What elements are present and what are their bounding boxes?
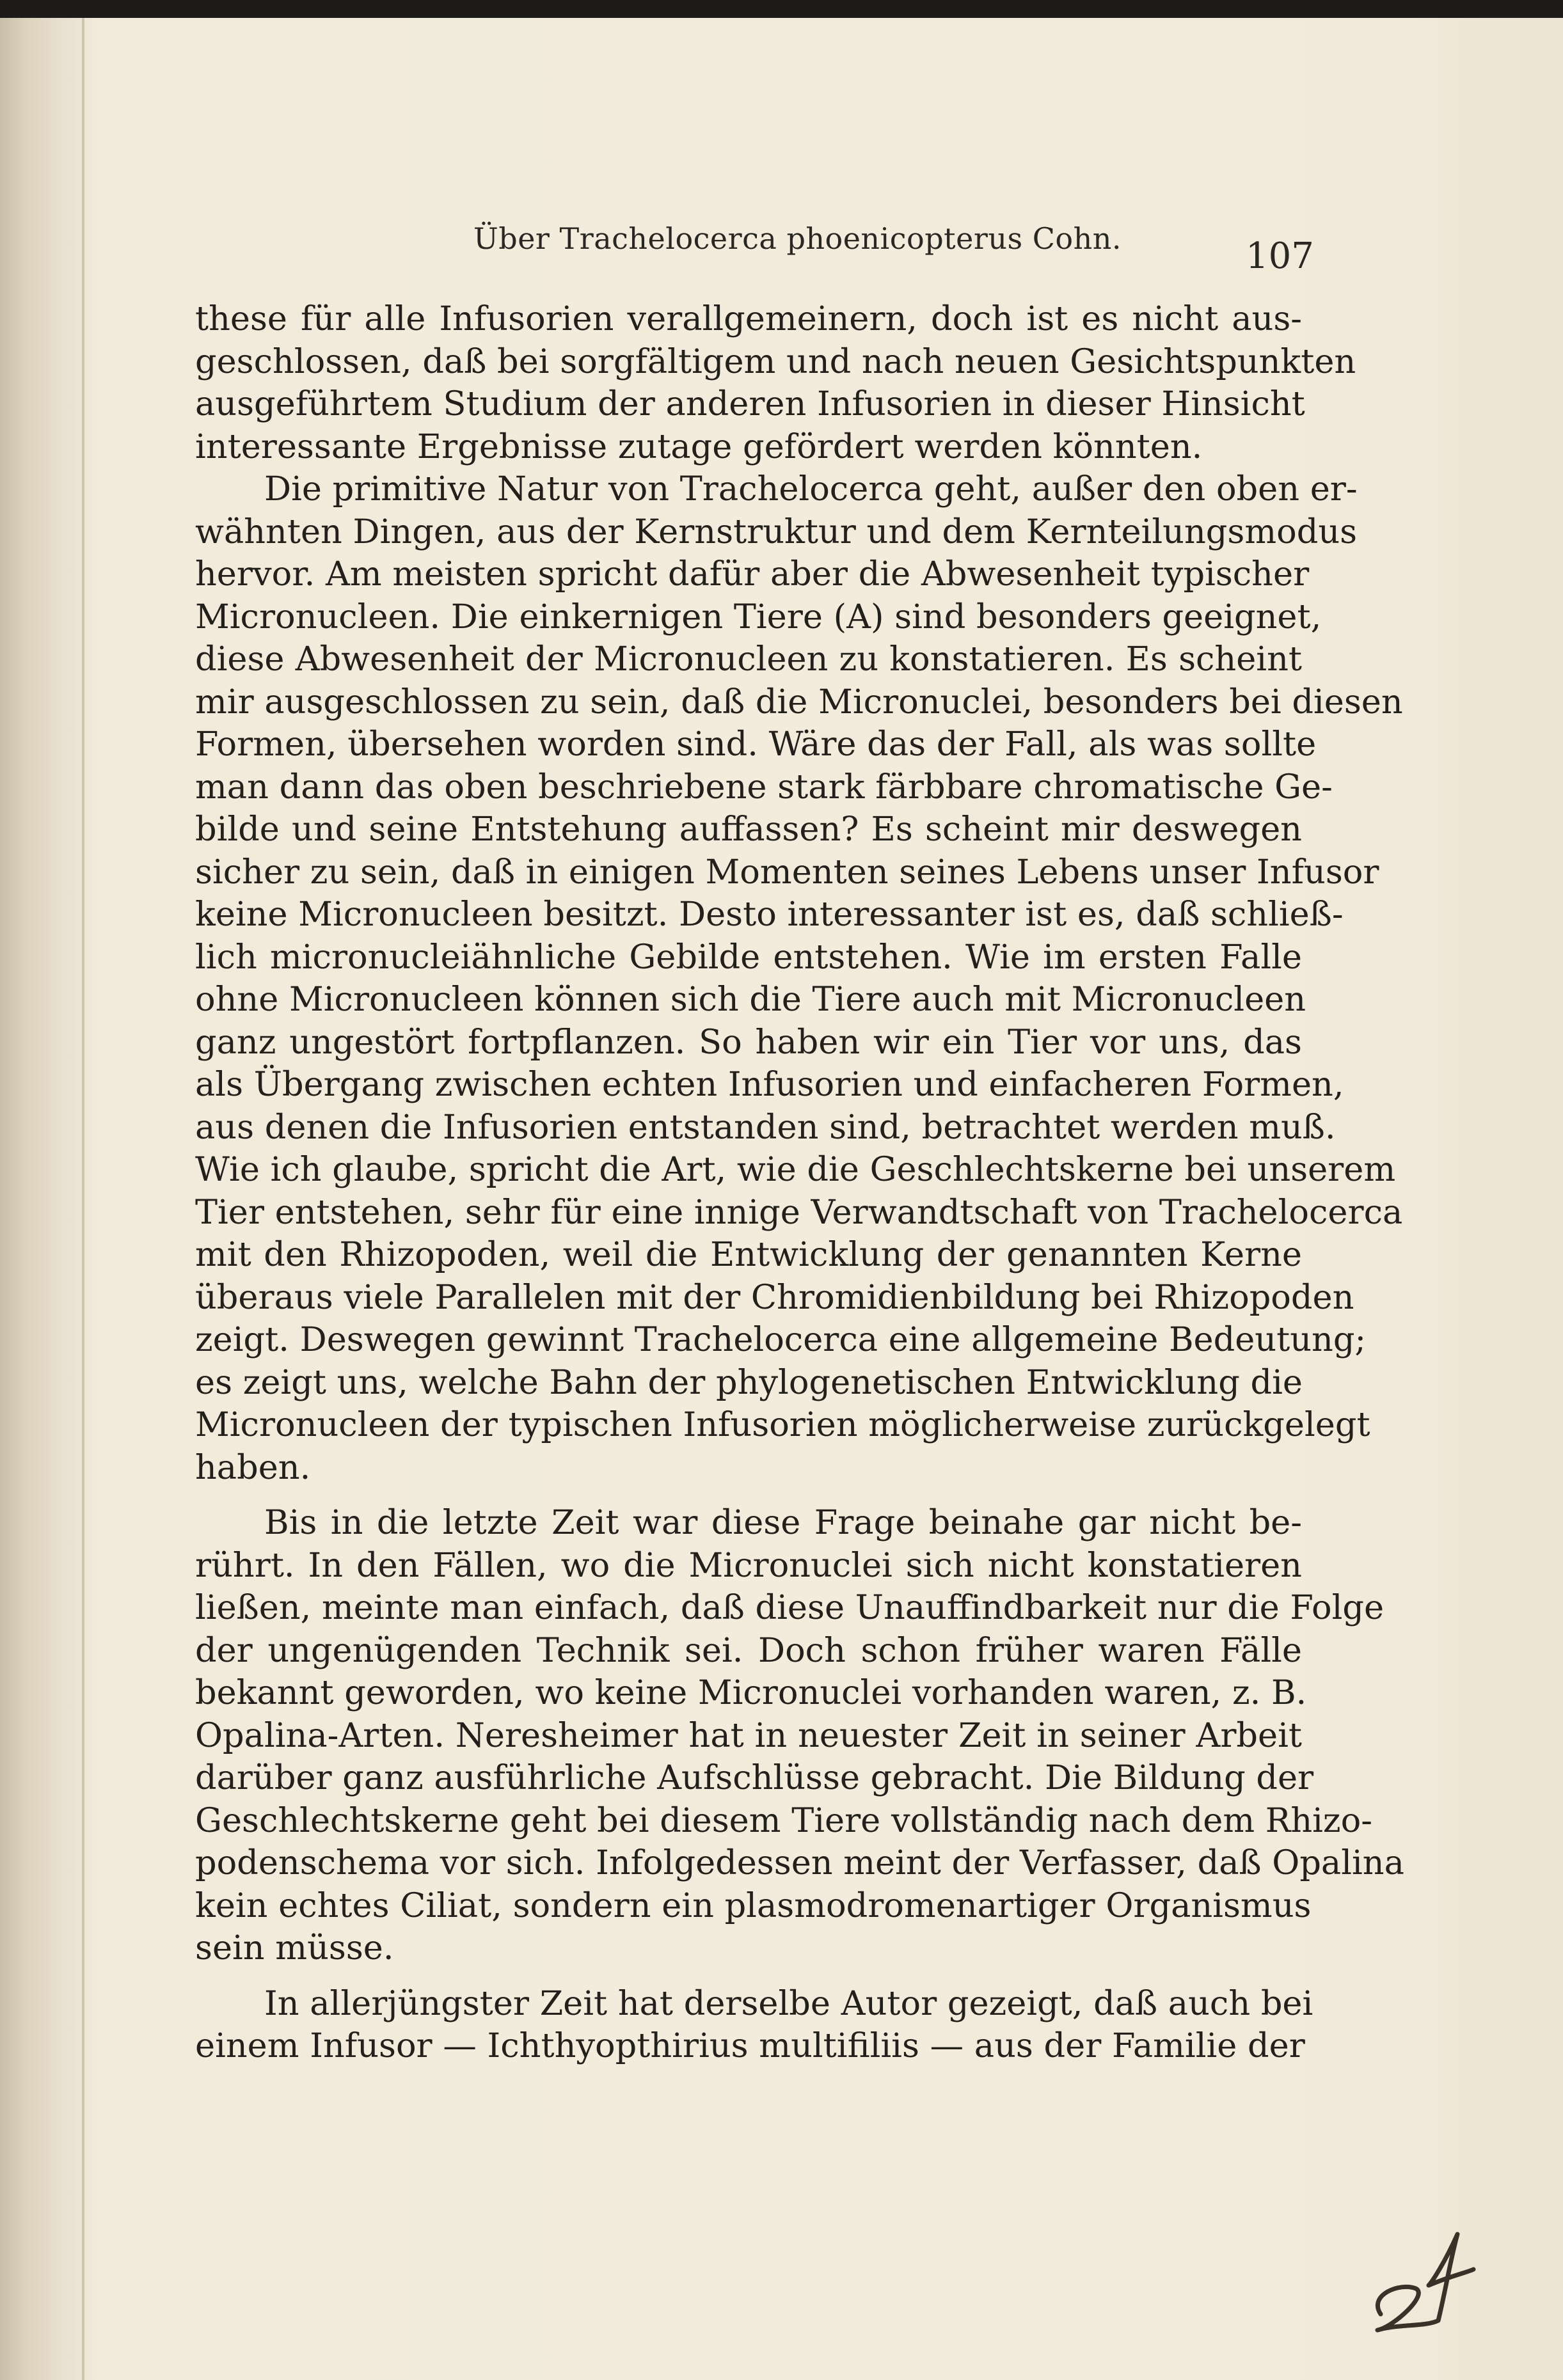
text-line: Wie ich glaube, spricht die Art, wie die Geschlechtskerne bei unserem: [195, 1150, 1396, 1189]
paragraph-gap: [195, 1489, 1302, 1502]
text-line: wähnten Dingen, aus der Kernstruktur und dem Kernteilungsmodus: [195, 512, 1358, 551]
text-line: lich micronucleiähnliche Gebilde entstehen. Wie im ersten Falle: [195, 937, 1302, 977]
text-line: bekannt geworden, wo keine Micronuclei vorhanden waren, z. B.: [195, 1673, 1307, 1712]
text-line: Formen, übersehen worden sind. Wäre das der Fall, als was sollte: [195, 725, 1317, 764]
text-line: mir ausgeschlossen zu sein, daß die Micronuclei, besonders bei diesen: [195, 682, 1403, 721]
handwritten-stroke: [1429, 2234, 1473, 2321]
text-line: aus denen die Infusorien entstanden sind, betrachtet werden muß.: [195, 1107, 1336, 1147]
text-line: Micronucleen der typischen Infusorien möglicherweise zurückgelegt: [195, 1405, 1370, 1444]
text-line: sein müsse.: [195, 1928, 394, 1967]
text-line: these für alle Infusorien verallgemeinern, doch ist es nicht aus-: [195, 299, 1302, 338]
text-line: Tier entstehen, sehr für eine innige Verwandtschaft von Trachelocerca: [195, 1192, 1403, 1232]
text-line: ohne Micronucleen können sich die Tiere auch mit Micronucleen: [195, 980, 1306, 1019]
text-line: zeigt. Deswegen gewinnt Trachelocerca eine allgemeine Bedeutung;: [195, 1320, 1367, 1359]
text-line: bilde und seine Entstehung auffassen? Es scheint mir deswegen: [195, 810, 1302, 849]
text-line: geschlossen, daß bei sorgfältigem und nach neuen Gesichtspunkten: [195, 342, 1356, 381]
text-line: man dann das oben beschriebene stark färbbare chromatische Ge-: [195, 767, 1333, 807]
text-line: ausgeführtem Studium der anderen Infusorien in dieser Hinsicht: [195, 384, 1305, 423]
text-line: interessante Ergebnisse zutage gefördert werden könnten.: [195, 427, 1203, 466]
text-line: ganz ungestört fortpflanzen. So haben wir ein Tier vor uns, das: [195, 1022, 1302, 1062]
text-line: einem Infusor — Ichthyopthirius multifiliis — aus der Familie der: [195, 2026, 1305, 2065]
handwritten-stroke: [1377, 2287, 1438, 2330]
page-number: 107: [1246, 235, 1314, 277]
body-text: [195, 298, 1404, 2068]
text-line: darüber ganz ausführliche Aufschlüsse gebracht. Die Bildung der: [195, 1758, 1314, 1797]
text-line: sicher zu sein, daß in einigen Momenten seines Lebens unser Infusor: [195, 852, 1379, 892]
text-line: keine Micronucleen besitzt. Desto interessanter ist es, daß schließ-: [195, 895, 1344, 934]
text-line: podenschema vor sich. Infolgedessen meint der Verfasser, daß Opalina: [195, 1843, 1404, 1882]
running-title: Über Trachelocerca phoenicopterus Cohn.: [473, 221, 1122, 256]
text-line: ließen, meinte man einfach, daß diese Unauffindbarkeit nur die Folge: [195, 1588, 1384, 1627]
text-line: der ungenügenden Technik sei. Doch schon früher waren Fälle: [195, 1630, 1302, 1670]
text-line: Micronucleen. Die einkernigen Tiere (A) sind besonders geeignet,: [195, 597, 1322, 636]
text-line: Bis in die letzte Zeit war diese Frage beinahe gar nicht be-: [264, 1503, 1302, 1542]
text-line: haben.: [195, 1447, 311, 1487]
text-line: diese Abwesenheit der Micronucleen zu konstatieren. Es scheint: [195, 640, 1302, 679]
text-line: hervor. Am meisten spricht dafür aber die Abwesenheit typischer: [195, 555, 1310, 594]
text-line: überaus viele Parallelen mit der Chromidienbildung bei Rhizopoden: [195, 1277, 1354, 1317]
text-line: mit den Rhizopoden, weil die Entwicklung der genannten Kerne: [195, 1235, 1302, 1274]
book-page: [0, 18, 1563, 2380]
text-line: kein echtes Ciliat, sondern ein plasmodromenartiger Organismus: [195, 1886, 1312, 1925]
binding-edge: [82, 18, 84, 2380]
paragraph-gap: [195, 1970, 1302, 1983]
text-line: es zeigt uns, welche Bahn der phylogenetischen Entwicklung die: [195, 1362, 1303, 1402]
text-line: Opalina-Arten. Neresheimer hat in neuester Zeit in seiner Arbeit: [195, 1715, 1302, 1755]
text-line: Geschlechtskerne geht bei diesem Tiere vollständig nach dem Rhizo-: [195, 1801, 1372, 1840]
text-line: In allerjüngster Zeit hat derselbe Autor gezeigt, daß auch bei: [264, 1983, 1313, 2023]
text-line: Die primitive Natur von Trachelocerca geht, außer den oben er-: [264, 469, 1358, 508]
handwritten-annotation: [1355, 2218, 1483, 2346]
text-line: rührt. In den Fällen, wo die Micronuclei sich nicht konstatieren: [195, 1545, 1302, 1585]
text-line: als Übergang zwischen echten Infusorien und einfacheren Formen,: [195, 1065, 1344, 1104]
